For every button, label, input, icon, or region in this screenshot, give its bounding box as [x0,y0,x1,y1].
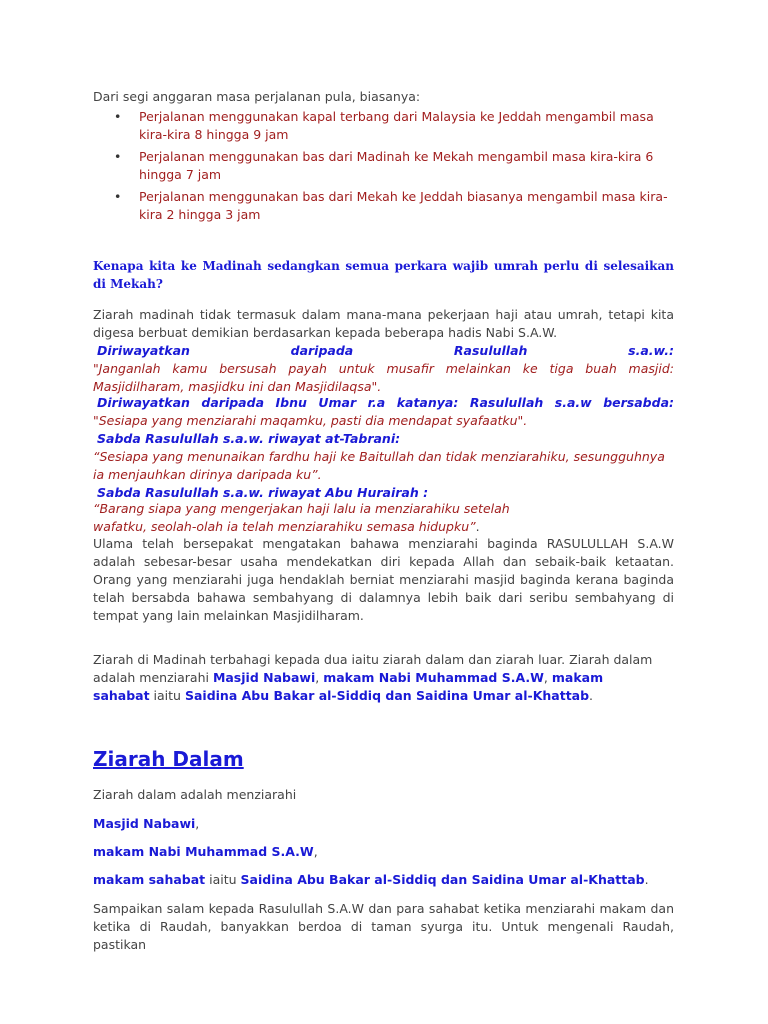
hadith-1-text: "Janganlah kamu bersusah payah untuk musafir melainkan ke tiga buah masjid: Masjidilharam, masjidku ini dan Masjidilaqsa". [93,361,674,394]
travel-time-list [93,108,674,228]
hadith-1-intro: Diriwayatkan daripada Rasulullah s.a.w.: [97,343,674,358]
ziarah-dalam-item-masjid: Masjid Nabawi, [93,816,200,831]
list-item: • Perjalanan menggunakan bas dari Madinah ke Mekah mengambil masa kira-kira 6 hingga 7 jam [114,149,654,182]
hadith-3-intro: Sabda Rasulullah s.a.w. riwayat at-Tabrani: [97,431,401,446]
ziarah-dalam-item-makam-sahabat: makam sahabat iaitu Saidina Abu Bakar al-Siddiq dan Saidina Umar al-Khattab. [93,872,649,887]
bullet-icon: • [114,189,122,204]
bullet-icon: • [114,149,122,164]
intro-text: Dari segi anggaran masa perjalanan pula, biasanya: [93,89,421,104]
question-heading: Kenapa kita ke Madinah sedangkan semua perkara wajib umrah perlu di selesaikan di Mekah? [93,259,674,291]
link-makam-sahabat[interactable]: makam sahabat [93,872,206,887]
paragraph-ziarah-madinah: Ziarah di Madinah terbahagi kepada dua iaitu ziarah dalam dan ziarah luar. Ziarah dalam adalah menziarahi Masjid Nabawi, makam Nabi Muhammad S.A.W, makam sahabat iaitu Saidina Abu Bakar al-Siddiq dan Saidina Umar al-Khattab. [93,652,653,703]
link-saidina[interactable]: Saidina Abu Bakar al-Siddiq dan Saidina Umar al-Khattab [240,872,645,887]
ziarah-dalam-intro: Ziarah dalam adalah menziarahi [93,787,297,802]
hadith-2-text: "Sesiapa yang menziarahi maqamku, pasti dia mendapat syafaatku". [93,413,528,428]
link-sahabat[interactable]: sahabat [93,688,150,703]
link-makam[interactable]: makam [551,670,604,685]
link-makam-nabi[interactable]: makam Nabi Muhammad S.A.W [93,844,314,859]
paragraph-ulama: Ulama telah bersepakat mengatakan bahawa menziarahi baginda RASULULLAH S.A.W adalah sebesar-besar usaha mendekatkan diri kepada Allah dan sebaik-baik ketaatan. Orang yang menziarahi juga hendaklah berniat menziarahi masjid baginda kerana baginda telah bersabda bahawa sembahyang di dalamnya lebih baik dari seribu sembahyang di tempat yang lain melainkan Masjidilharam. [93,536,674,623]
link-masjid-nabawi[interactable]: Masjid Nabawi [93,816,196,831]
hadith-4-intro: Sabda Rasulullah s.a.w. riwayat Abu Hurairah : [97,485,429,500]
paragraph-hadis-intro: Ziarah madinah tidak termasuk dalam mana-mana pekerjaan haji atau umrah, tetapi kita digesa berbuat demikian berdasarkan kepada beberapa hadis Nabi S.A.W. [93,307,674,340]
hadith-4-line-1: “Barang siapa yang mengerjakan haji lalu ia menziarahiku setelah [93,501,510,516]
hadith-2-intro: Diriwayatkan daripada Ibnu Umar r.a katanya: Rasulullah s.a.w bersabda: [97,395,674,410]
link-masjid-nabawi[interactable]: Masjid Nabawi [212,670,316,685]
link-makam-nabi[interactable]: makam Nabi Muhammad S.A.W [323,670,544,685]
link-saidina[interactable]: Saidina Abu Bakar al-Siddiq dan Saidina Umar al-Khattab [184,688,590,703]
list-item: • Perjalanan menggunakan bas dari Mekah ke Jeddah biasanya mengambil masa kira-kira 2 hingga 3 jam [114,189,668,222]
hadith-4-line-2: wafatku, seolah-olah ia telah menziarahiku semasa hidupku”. [93,519,480,534]
section-heading-ziarah-dalam[interactable]: Ziarah Dalam [93,747,244,771]
paragraph-salam: Sampaikan salam kepada Rasulullah S.A.W dan para sahabat ketika menziarahi makam dan ketika di Raudah, banyakkan berdoa di taman syurga itu. Untuk mengenali Raudah, pastikan [93,901,674,952]
hadith-3-text: “Sesiapa yang menunaikan fardhu haji ke Baitullah dan tidak menziarahiku, sesungguhnya ia menjauhkan dirinya daripada ku”. [93,449,665,482]
bullet-icon: • [114,109,122,124]
ziarah-dalam-item-makam-nabi: makam Nabi Muhammad S.A.W, [93,844,318,859]
list-item: • Perjalanan menggunakan kapal terbang dari Malaysia ke Jeddah mengambil masa kira-kira 8 hingga 9 jam [114,109,654,142]
